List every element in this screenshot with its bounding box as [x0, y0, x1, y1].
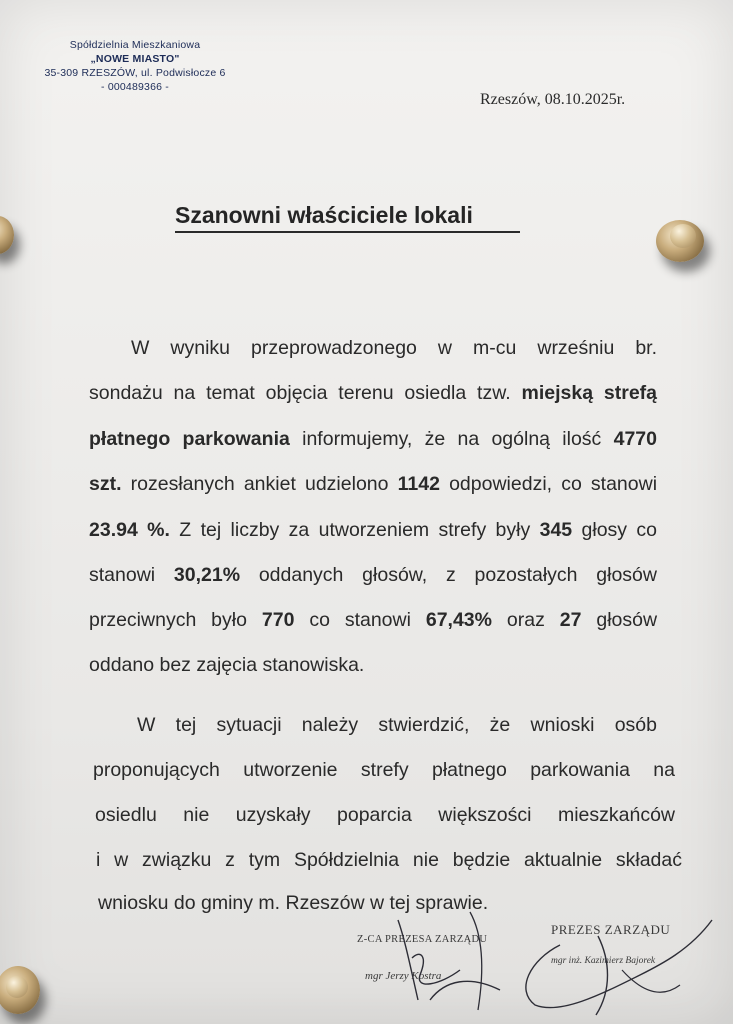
stamp-line-4: - 000489366 -: [101, 81, 169, 93]
bold-phrase-zone: miejską strefą: [521, 382, 657, 404]
paragraph-2-line-4: i w związku z tym Spółdzielnia nie będzie aktualnie składać: [96, 849, 682, 871]
text-span: głosy co: [581, 519, 658, 541]
president-title: PREZES ZARZĄDU: [551, 922, 671, 937]
text-span: informujemy, że na ogólną ilość: [302, 428, 602, 450]
page-title: Szanowni właściciele lokali: [175, 202, 520, 233]
paragraph-1-line-1: W wyniku przeprowadzonego w m-cu wrześniu br.: [131, 337, 657, 359]
text-span: odpowiedzi, co stanowi: [449, 473, 658, 495]
stamp-line-2: „NOWE MIASTO": [90, 53, 180, 65]
unit-szt: szt.: [89, 473, 122, 495]
text-span: przeciwnych było: [89, 609, 247, 631]
votes-against-value: 770: [261, 609, 295, 631]
votes-for-percent: 30,21%: [173, 564, 241, 586]
response-rate-value: 23.94 %.: [89, 519, 170, 541]
deputy-president-title: Z-CA PREZESA ZARZĄDU: [357, 934, 488, 945]
paragraph-2-line-2: proponujących utworzenie strefy płatnego parkowania na: [93, 759, 675, 781]
paragraph-2-line-3: osiedlu nie uzyskały poparcia większości mieszkańców: [95, 804, 675, 826]
text-span: oraz: [506, 609, 545, 631]
thumbtack-icon: [656, 220, 704, 262]
votes-against-percent: 67,43%: [425, 609, 492, 631]
responses-value: 1142: [397, 473, 440, 495]
document-date: Rzeszów, 08.10.2025r.: [480, 91, 626, 108]
text-span: Z tej liczby za utworzeniem strefy były: [179, 519, 531, 541]
text-span: oddanych głosów, z pozostałych głosów: [258, 564, 657, 586]
text-span: stanowi: [89, 564, 156, 586]
paragraph-2-line-5: wniosku do gminy m. Rzeszów w tej sprawie.: [98, 892, 489, 914]
text-span: rozesłanych ankiet udzielono: [130, 473, 389, 495]
president-name: mgr inż. Kazimierz Bajorek: [551, 956, 656, 966]
abstain-value: 27: [559, 609, 582, 631]
thumbtack-cap: [670, 224, 696, 248]
stamp-line-3: 35-309 RZESZÓW, ul. Podwisłocze 6: [44, 67, 226, 79]
text-span: głosów: [596, 609, 658, 631]
text-span: co stanowi: [309, 609, 411, 631]
deputy-president-name: mgr Jerzy Kostra: [365, 970, 442, 982]
total-surveys-value: 4770: [613, 428, 657, 450]
bold-phrase-parking: płatnego parkowania: [89, 428, 290, 450]
text-span: sondażu na temat objęcia terenu osiedla tzw.: [89, 382, 511, 404]
stamp-line-1: Spółdzielnia Mieszkaniowa: [69, 39, 201, 51]
thumbtack-cap: [6, 976, 28, 998]
paragraph-1-line-8: oddano bez zajęcia stanowiska.: [89, 654, 365, 676]
votes-for-value: 345: [539, 519, 573, 541]
paragraph-2-line-1: W tej sytuacji należy stwierdzić, że wnioski osób: [137, 714, 657, 736]
